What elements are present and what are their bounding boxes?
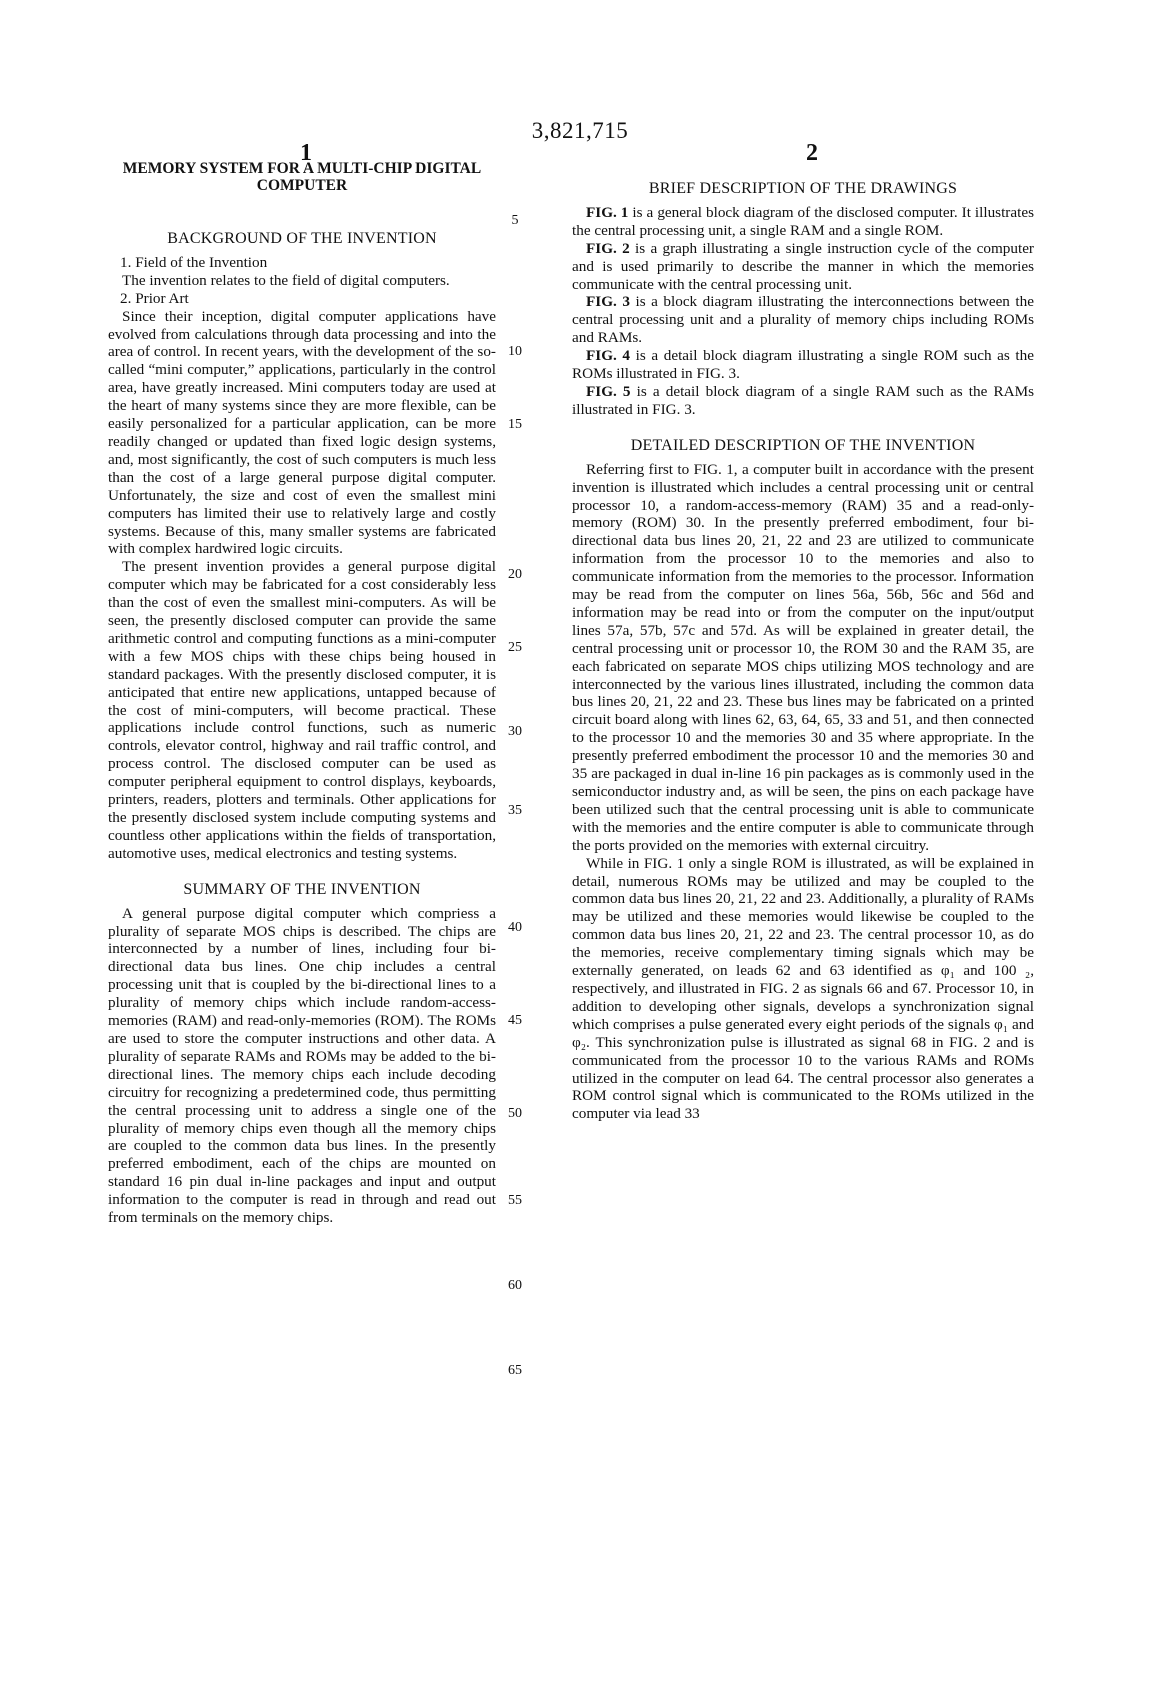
fig3-text: is a block diagram illustrating the interconnections between the central processing unit and a plurality of memory chips including ROMs and RAMs. [572, 293, 1034, 347]
line-number-5: 5 [511, 213, 519, 228]
summary-paragraph: A general purpose digital computer which compriess a plurality of separate MOS chips is described. The chips are interconnected by a number of lines, including four bi-directional data bus lines. One chip includes a central processing unit that is coupled by the bi-directional lines to a plurality of memory chips which include random-access-memories (RAM) and read-only-memories (ROM). The ROMs are used to store the computer instructions and other data. A plurality of separate RAMs and ROMs may be added to the bi-directional lines. The memory chips each include decoding circuitry for recognizing a predetermined code, thus permitting the central processing unit to address a single one of the plurality of memory chips even though all the memory chips are coupled to the common data bus lines. In the presently preferred embodiment, each of the chips are mounted on standard 16 pin dual in-line packages and input and output information to the computer is read in through and read out from terminals on the memory chips. [108, 904, 496, 1227]
fig1-text: is a general block diagram of the disclosed computer. It illustrates the central processing unit, a single RAM and a single ROM. [572, 203, 1034, 239]
fig4-description [572, 347, 1034, 383]
fig4-label: FIG. 4 [586, 347, 631, 365]
prior-art-paragraph-1: Since their inception, digital computer applications have evolved from calculations through data processing and into the area of control. In recent years, with the development of the so-called “mini computer,” applications, particularly in the control area, have greatly increased. Mini computers today are used at the heart of many systems since they are more flexible, can be easily personalized for a particular application, can be more readily changed or updated than fixed logic design systems, and, most significantly, the cost of such computers is much less than the cost of a large general purpose digital computer. Unfortunately, the size and cost of even the smallest mini computers has limited their use to relatively large and costly systems. Because of this, many smaller systems are fabricated with complex hardwired logic circuits. [108, 307, 496, 558]
fig2-label: FIG. 2 [586, 239, 630, 257]
detailed-paragraph-2: While in FIG. 1 only a single ROM is illustrated, as will be explained in detail, numerous ROMs may be utilized and may be coupled to the common data bus lines 20, 21, 22 and 23. Additionally, a plurality of RAMs may be utilized and these memories would likewise be coupled to the common data bus lines 20, 21, 22 and 23. The central processor 10, as do the memories, receive complementary timing signals which may be externally generated, on leads 62 and 63 identified as φ₁ and 100 ₂, respectively, and illustrated in FIG. 2 as signals 66 and 67. Processor 10, in addition to developing other signals, develops a synchronization signal which comprises a pulse generated every eight periods of the signals φ₁ and φ₂. This synchronization pulse is illustrated as signal 68 in FIG. 2 and is communicated from the processor 10 to the various RAMs and ROMs utilized in the computer on lead 64. The central processor also generates a ROM control signal which is communicated to the ROMs utilized in the computer via lead 33 [572, 854, 1034, 1123]
fig1-description [572, 204, 1034, 240]
line-number-35: 35 [508, 803, 522, 818]
detailed-description-heading: DETAILED DESCRIPTION OF THE INVENTION [630, 436, 976, 454]
fig5-description [572, 383, 1034, 419]
fig2-description [572, 240, 1034, 294]
fig3-description [572, 293, 1034, 347]
field-paragraph: The invention relates to the field of digital computers. [122, 271, 450, 289]
line-number-20: 20 [508, 567, 522, 582]
line-number-60: 60 [508, 1278, 522, 1293]
prior-art-subheading: 2. Prior Art [120, 289, 189, 307]
fig4-text: is a detail block diagram illustrating a single ROM such as the ROMs illustrated in FIG. 3. [572, 347, 1034, 383]
prior-art-paragraph-2: The present invention provides a general purpose digital computer which may be fabricated for a cost considerably less than the cost of even the smallest mini-computers. As will be seen, the presently disclosed computer can provide the same arithmetic control and computing functions as a mini-computer with a few MOS chips with these chips being housed in standard packages. With the presently disclosed computer, it is anticipated that entire new applications, untapped because of the cost of mini-computers, will become practical. These applications include control functions, such as numeric controls, elevator control, highway and rail traffic control, and process control. The disclosed computer can be used as computer peripheral equipment to control displays, keyboards, printers, readers, plotters and terminals. Other applications for the presently disclosed system include computing systems and countless other applications within the fields of transportation, automotive uses, medical electronics and testing systems. [108, 558, 496, 862]
drawings-heading: BRIEF DESCRIPTION OF THE DRAWINGS [648, 180, 958, 197]
line-number-45: 45 [508, 1013, 522, 1028]
fig5-text: is a detail block diagram of a single RAM such as the RAMs illustrated in FIG. 3. [572, 382, 1034, 418]
background-heading: BACKGROUND OF THE INVENTION [167, 230, 437, 247]
line-number-55: 55 [508, 1193, 522, 1208]
left-column [108, 160, 496, 1227]
line-number-10: 10 [508, 344, 522, 359]
line-number-30: 30 [508, 724, 522, 739]
line-number-65: 65 [508, 1363, 522, 1378]
line-number-25: 25 [508, 640, 522, 655]
line-number-40: 40 [508, 920, 522, 935]
fig5-label: FIG. 5 [586, 382, 631, 400]
fig2-text: is a graph illustrating a single instruction cycle of the computer and is used primarily to describe the manner in which the memories communicate with the central processing unit. [572, 239, 1034, 293]
line-number-50: 50 [508, 1106, 522, 1121]
patent-title: MEMORY SYSTEM FOR A MULTI-CHIP DIGITAL COMPUTER [122, 160, 482, 194]
line-number-15: 15 [508, 417, 522, 432]
column-number-right: 2 [806, 140, 818, 166]
summary-heading: SUMMARY OF THE INVENTION [183, 880, 421, 898]
patent-number: 3,821,715 [531, 118, 629, 143]
fig3-label: FIG. 3 [586, 293, 630, 311]
right-column [572, 180, 1034, 1123]
detailed-paragraph-1: Referring first to FIG. 1, a computer built in accordance with the present invention is illustrated which includes a central processing unit or central processor 10, a random-access-memory (RAM) 35 and a read-only-memory (ROM) 30. In the presently preferred embodiment, four bi-directional data bus lines 20, 21, 22 and 23 are utilized to communicate information from the processor 10 to the memories and also to communicate information from the memories to the processor. Information may be read from the computer on lines 56a, 56b, 56c and 56d and information may be read into or from the computer on the input/output lines 57a, 57b, 57c and 57d. As will be explained in greater detail, the central processing unit or processor 10, the ROM 30 and the RAM 35, are each fabricated on separate MOS chips utilizing MOS technology and are interconnected by the various lines illustrated, including the common data bus lines 20, 21, 22 and 23. These bus lines may be fabricated on a printed circuit board along with lines 62, 63, 64, 65, 33 and 51, and then connected to the processor 10 and the memories 30 and 35 where appropriate. In the presently preferred embodiment the processor 10 and the memories 30 and 35 are packaged in dual in-line 16 pin packages as is commonly used in the semiconductor industry and, as will be seen, the pins on each package have been utilized such that the central processing unit is able to communicate with the memories and the entire computer is able to communicate through the ports provided on the memories with external circuitry. [572, 460, 1034, 854]
field-subheading: 1. Field of the Invention [120, 253, 268, 271]
fig1-label: FIG. 1 [586, 203, 629, 221]
column-number-left: 1 [300, 140, 312, 166]
